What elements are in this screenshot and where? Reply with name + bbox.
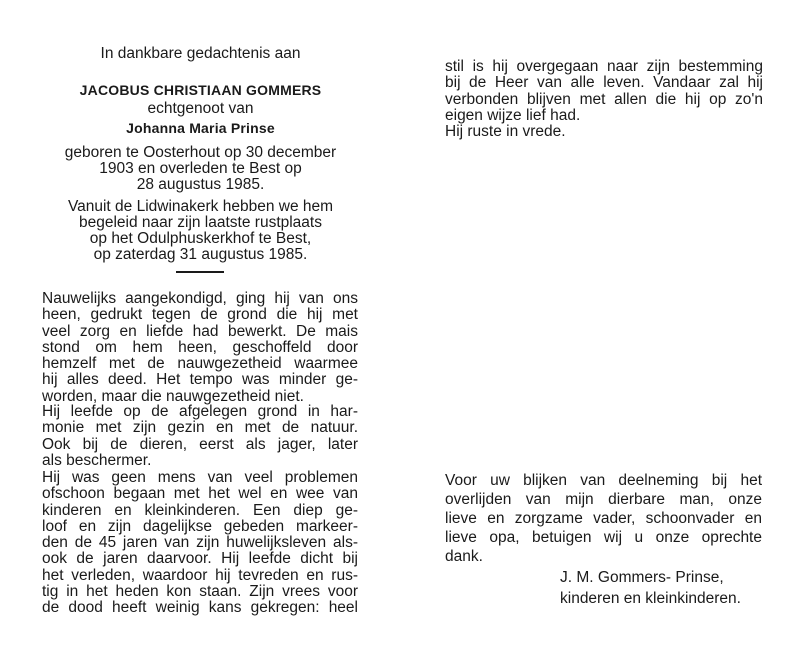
- text-line: loof en zijn dagelijkse gebeden markeer-: [42, 517, 358, 535]
- paragraph-1: [42, 291, 358, 405]
- text-line: eigen wijze lief had.: [445, 106, 581, 124]
- paragraph-2: [42, 404, 358, 469]
- text-line: het verleden, waardoor hij tevreden en rus-: [42, 566, 358, 584]
- text-line: als beschermer.: [42, 451, 152, 469]
- birth-death-line: 28 augustus 1985.: [136, 176, 265, 193]
- spouse-name: Johanna Maria Prinse: [126, 120, 275, 136]
- text-line: Nauwelijks aangekondigd, ging hij van ons: [42, 290, 358, 307]
- text-line: den de 45 jaren van zijn huwelijksleven als-: [42, 534, 358, 552]
- text-line: Ook bij de dieren, eerst als jager, later: [42, 435, 358, 453]
- text-line: dank.: [445, 548, 483, 565]
- funeral-line: op het Odulphuskerkhof te Best,: [89, 230, 312, 247]
- text-line: bij de Heer van alle leven. Vandaar zal hij: [445, 74, 763, 92]
- left-page: [0, 0, 401, 650]
- continuation-paragraph: [445, 59, 763, 124]
- text-line: Voor uw blijken van deelneming bij het: [445, 472, 762, 489]
- text-line: tig in het heden kon staan. Zijn vrees voor: [42, 583, 358, 601]
- text-line: overlijden van mijn dierbare man, onze: [445, 491, 762, 508]
- text-line: kinderen en kleinkinderen. Een diep ge-: [42, 501, 358, 519]
- rest-in-peace: Hij ruste in vrede.: [445, 123, 566, 140]
- text-line: verbonden blijven met allen die hij op zo'n: [445, 90, 763, 108]
- text-line: ofschoon begaan met het wel en wee van: [42, 485, 358, 503]
- text-line: worden, maar die nauwgezetheid niet.: [42, 387, 304, 405]
- birth-death-line: geboren te Oosterhout op 30 december: [64, 144, 337, 161]
- text-line: hemzelf met de nauwgezetheid waarmee: [42, 355, 358, 373]
- signature-line: kinderen en kleinkinderen.: [560, 590, 741, 607]
- text-line: ook de jaren daarvoor. Hij leefde dicht bij: [42, 550, 358, 568]
- text-line: monie met zijn gezin en met de natuur.: [42, 419, 358, 437]
- spouse-label: echtgenoot van: [147, 100, 254, 117]
- text-line: lieve opa, betuigen wij u onze oprechte: [445, 529, 762, 546]
- birth-death-line: 1903 en overleden te Best op: [99, 160, 302, 177]
- text-line: veel zorg en liefde had bewerkt. De mais: [42, 322, 358, 340]
- memorial-intro: In dankbare gedachtenis aan: [100, 45, 301, 62]
- thanks-paragraph: [445, 471, 762, 566]
- text-line: Hij leefde op de afgelegen grond in har-: [42, 403, 358, 420]
- text-line: stil is hij overgegaan naar zijn bestemming: [445, 58, 763, 75]
- funeral-line: begeleid naar zijn laatste rustplaats: [79, 214, 322, 231]
- divider-rule: [176, 271, 224, 273]
- text-line: lieve en zorgzame vader, schoonvader en: [445, 510, 762, 527]
- right-page: [402, 0, 803, 650]
- funeral-line: op zaterdag 31 augustus 1985.: [93, 246, 308, 263]
- text-line: heen, gedrukt tegen de grond die hij met: [42, 306, 358, 324]
- deceased-name: JACOBUS CHRISTIAAN GOMMERS: [79, 82, 322, 98]
- funeral-line: Vanuit de Lidwinakerk hebben we hem: [67, 198, 334, 215]
- text-line: Hij was geen mens van veel problemen: [42, 469, 358, 486]
- paragraph-3: [42, 470, 358, 617]
- text-line: de dood heeft weinig kans gekregen: heel: [42, 599, 358, 617]
- signature-line: J. M. Gommers- Prinse,: [560, 569, 724, 586]
- text-line: hij alles deed. Het tempo was minder ge-: [42, 371, 358, 389]
- text-line: stond om hem heen, geschoffeld door: [42, 338, 358, 356]
